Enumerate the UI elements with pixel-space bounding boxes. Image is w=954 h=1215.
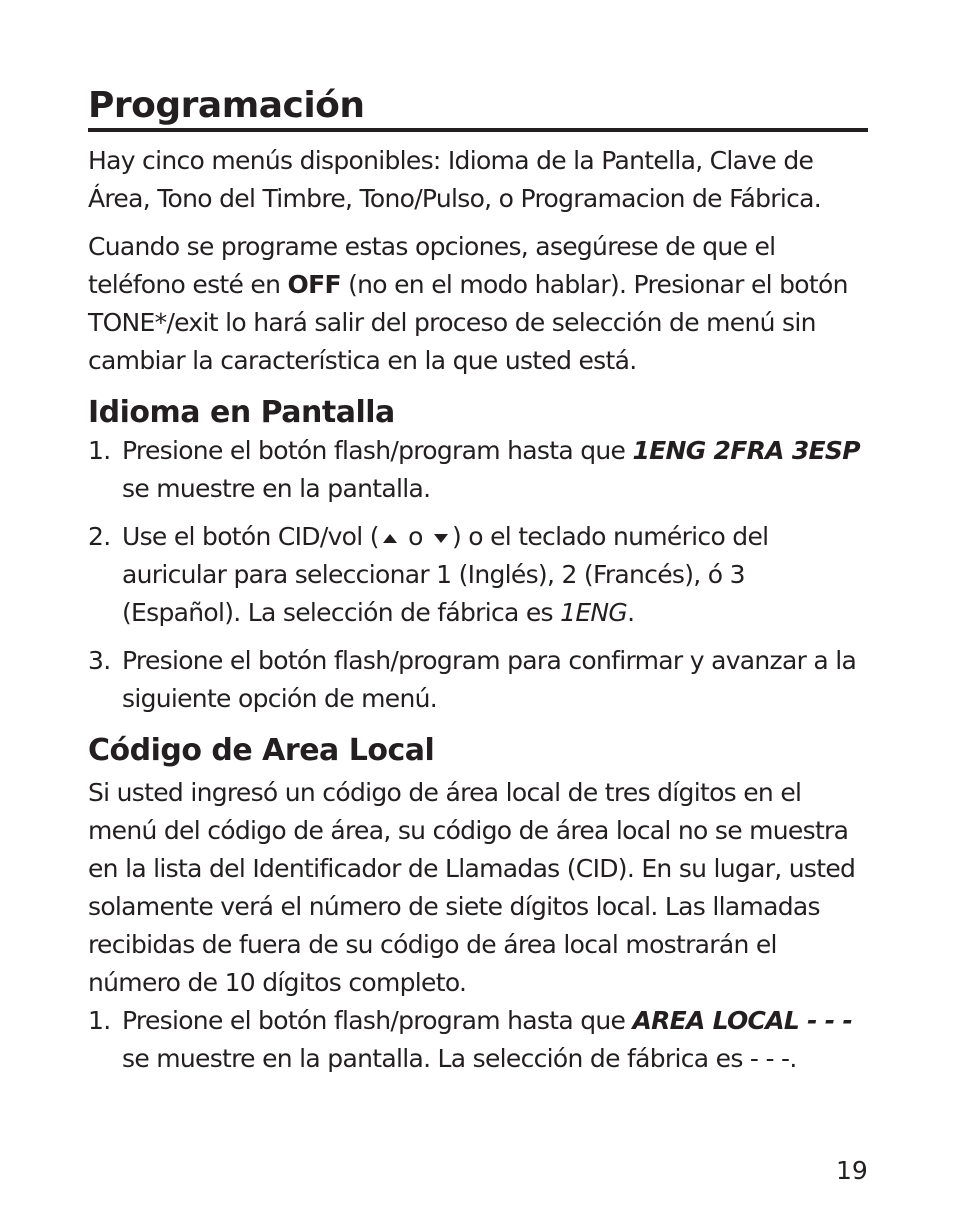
intro-paragraph-instructions [88, 228, 868, 380]
idioma-step-3 [88, 642, 868, 718]
section-heading-codigo: Código de Area Local [88, 733, 435, 768]
idioma-step-2 [88, 518, 868, 632]
step-text: se muestre en la pantalla. La selección de fábrica es - - -. [122, 1044, 797, 1073]
step-text-or: o [408, 522, 423, 551]
step-text: se muestre en la pantalla. [122, 474, 431, 503]
idioma-step-1 [88, 432, 868, 508]
page-title: Programación [88, 84, 868, 132]
step-number: 1. [88, 436, 111, 465]
step-number: 3. [88, 646, 111, 675]
step-text: Use el botón CID/vol ( [122, 522, 379, 551]
intro-paragraph-menus: Hay cinco menús disponibles: Idioma de la Pantella, Clave de Área, Tono del Timbre, Tono/Pulso, o Programacion de Fábrica. [88, 146, 821, 213]
page-content [88, 84, 868, 1078]
step-text: . [627, 598, 635, 627]
step-text: Presione el botón flash/program hasta que [122, 1006, 633, 1035]
step-number: 1. [88, 1006, 111, 1035]
step-text: Presione el botón flash/program para confirmar y avanzar a la siguiente opción de menú. [122, 646, 857, 713]
page-number: 19 [836, 1156, 868, 1185]
up-arrow-icon [383, 534, 397, 543]
display-code-language: 1ENG 2FRA 3ESP [632, 436, 860, 465]
codigo-paragraph: Si usted ingresó un código de área local de tres dígitos en el menú del código de área, su código de área local no se muestra en la lista del Identificador de Llamadas (CID). En su lugar, usted solamente verá el número de siete dígitos local. Las llamadas recibidas de fuera de su código de área local mostrarán el número de 10 dígitos completo. [88, 778, 856, 997]
step-number: 2. [88, 522, 111, 551]
codigo-steps-list [88, 1002, 868, 1078]
down-arrow-icon [434, 534, 448, 543]
default-language-code: 1ENG [560, 598, 628, 627]
idioma-steps-list [88, 432, 868, 718]
intro-text-a: Cuando se programe estas opciones, asegúrese de que el teléfono esté en [88, 232, 776, 299]
step-text: Presione el botón flash/program hasta que [122, 436, 633, 465]
section-heading-idioma: Idioma en Pantalla [88, 395, 395, 430]
codigo-step-1 [88, 1002, 868, 1078]
step-text: ) o el teclado numérico del auricular para seleccionar 1 (Inglés), 2 (Francés), ó 3 (Español). La selección de fábrica es [122, 522, 769, 627]
off-keyword: OFF [287, 270, 341, 299]
intro-text-c: (no en el modo hablar). Presionar el botón TONE*/exit lo hará salir del proceso de selección de menú sin cambiar la característica en la que usted está. [88, 270, 848, 375]
display-code-area-local: AREA LOCAL - - - [632, 1006, 853, 1035]
